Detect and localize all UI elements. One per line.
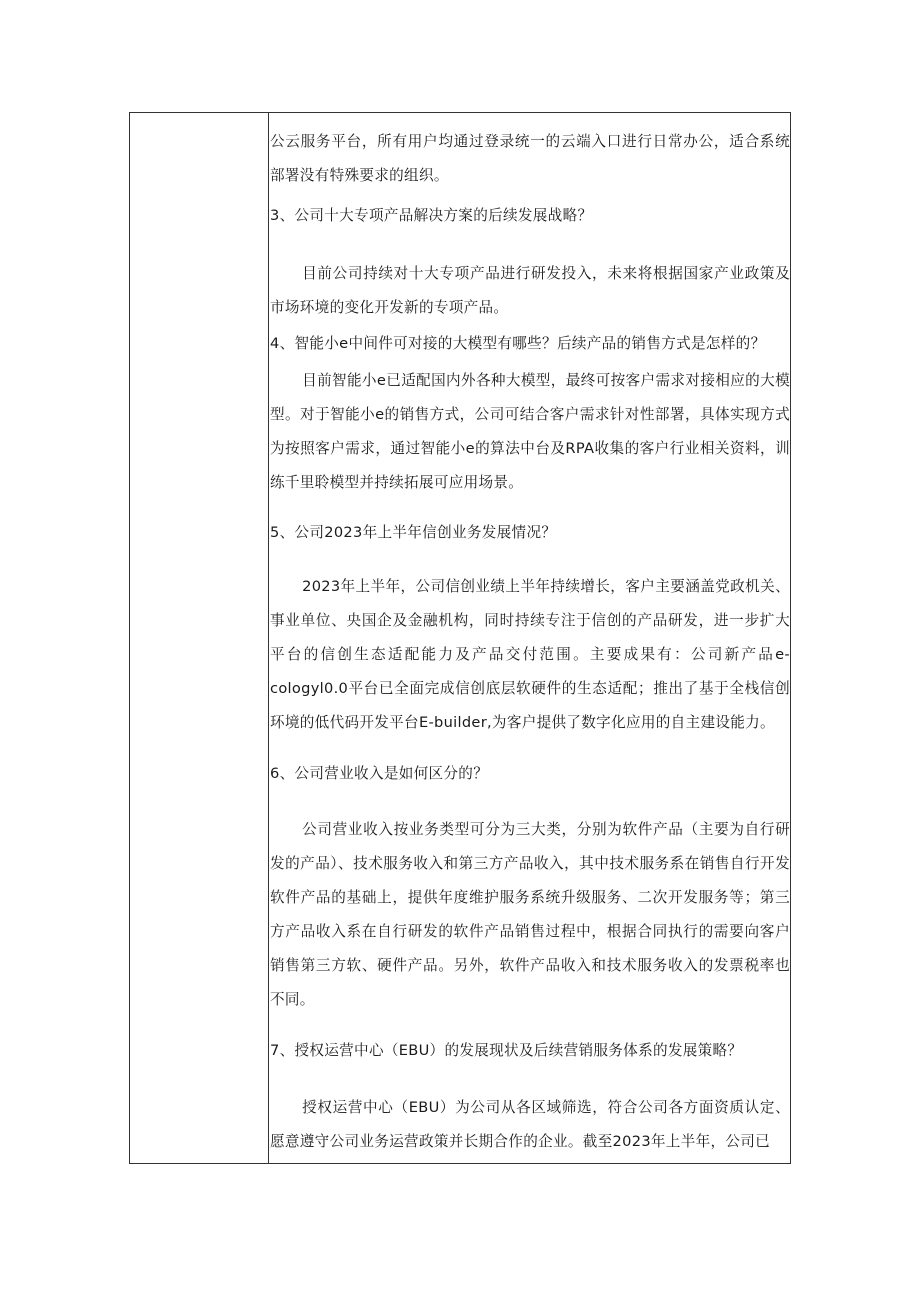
- question-4: 4、智能小e中间件可对接的大模型有哪些？后续产品的销售方式是怎样的？: [270, 335, 766, 352]
- question-5: 5、公司2023年上半年信创业务发展情况？: [270, 524, 557, 541]
- content-table: [129, 112, 791, 1164]
- answer-7: 授权运营中心（EBU）为公司从各区域筛选，符合公司各方面资质认定、愿意遵守公司业务运营政策并长期合作的企业。截至2023年上半年，公司已: [270, 1099, 790, 1150]
- answer-4: 目前智能小e已适配国内外各种大模型，最终可按客户需求对接相应的大模型。对于智能小e的销售方式，公司可结合客户需求针对性部署，具体实现方式为按照客户需求，通过智能小e的算法中台及RPA收集的客户行业相关资料，训练千里聆模型并持续拓展可应用场景。: [270, 372, 790, 491]
- question-6: 6、公司营业收入是如何区分的？: [270, 765, 489, 782]
- question-3: 3、公司十大专项产品解决方案的后续发展战略？: [270, 207, 593, 224]
- answer-3: 目前公司持续对十大专项产品进行研发投入，未来将根据国家产业政策及市场环境的变化开发新的专项产品。: [270, 265, 790, 316]
- answer-6: 公司营业收入按业务类型可分为三大类，分别为软件产品（主要为自行研发的产品）、技术服务收入和第三方产品收入，其中技术服务系在销售自行开发软件产品的基础上，提供年度维护服务系统升级服务、二次开发服务等；第三方产品收入系在自行研发的软件产品销售过程中，根据合同执行的需要向客户销售第三方软、硬件产品。另外，软件产品收入和技术服务收入的发票税率也不同。: [270, 821, 790, 1008]
- question-7: 7、授权运营中心（EBU）的发展现状及后续营销服务体系的发展策略？: [270, 1042, 743, 1059]
- answer-5: 2023年上半年，公司信创业绩上半年持续增长，客户主要涵盖党政机关、事业单位、央国企及金融机构，同时持续专注于信创的产品研发，进一步扩大平台的信创生态适配能力及产品交付范围。主要成果有：公司新产品e-cologyl0.0平台已全面完成信创底层软硬件的生态适配；推出了基于全栈信创环境的低代码开发平台E-builder,为客户提供了数字化应用的自主建设能力。: [270, 578, 790, 731]
- table-left-cell: [130, 113, 268, 1163]
- table-right-cell: [269, 113, 791, 1163]
- paragraph-cloud-platform: 公云服务平台，所有用户均通过登录统一的云端入口进行日常办公，适合系统部署没有特殊要求的组织。: [270, 133, 790, 184]
